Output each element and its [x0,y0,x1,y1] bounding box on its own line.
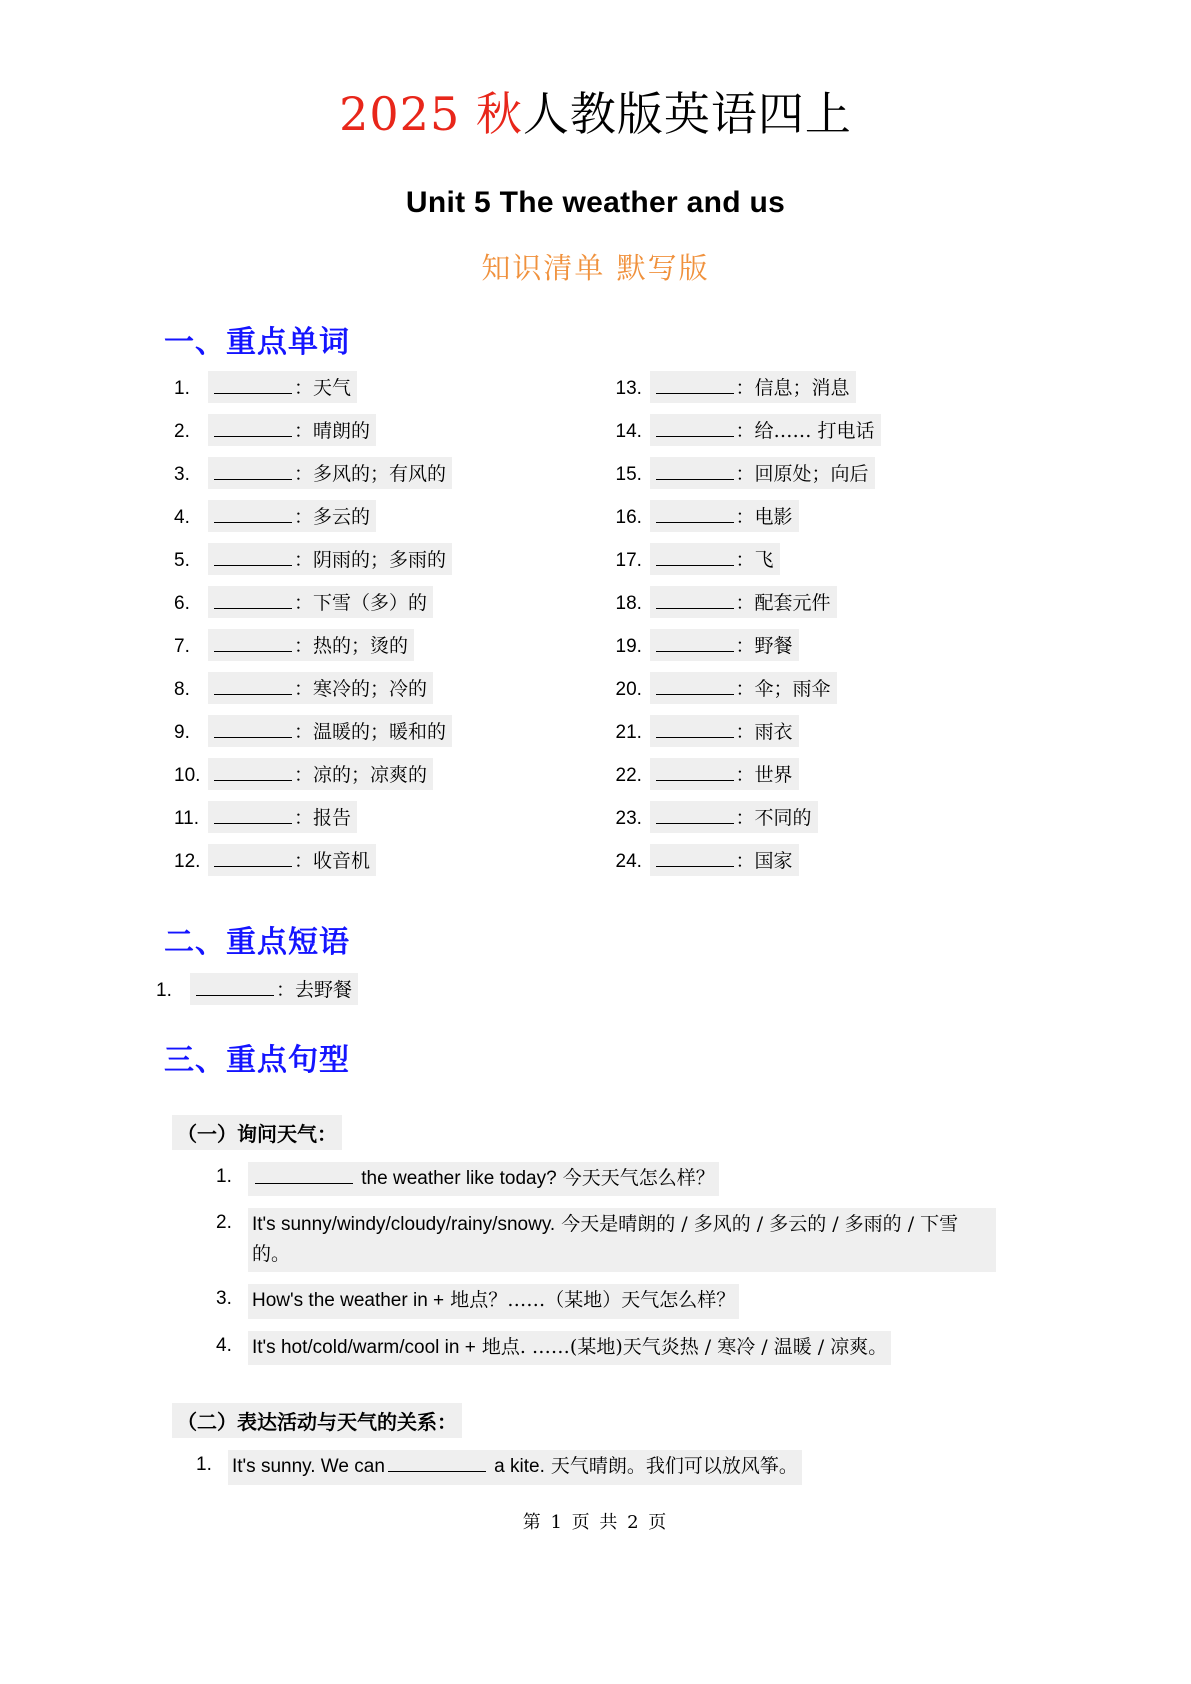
word-row [174,629,596,661]
answer-blank[interactable] [214,765,292,781]
word-entry [650,500,799,532]
word-entry [208,801,357,833]
word-number: 12. [174,851,201,872]
word-entry [650,758,799,790]
answer-blank[interactable] [656,679,734,695]
sentence-english: It's sunny/windy/cloudy/rainy/snowy. [252,1214,556,1236]
word-column-right [596,371,1108,887]
word-entry [208,500,376,532]
word-number: 20. [615,679,642,700]
word-number: 22. [615,765,642,786]
phrase-number: 1. [156,980,172,1001]
sentence-list [216,1162,1107,1365]
word-row [174,844,596,876]
word-meaning: ：阴雨的；多雨的 [294,549,447,571]
phrase-entry [190,973,358,1005]
word-entry [650,543,780,575]
word-entry [208,457,452,489]
word-row [174,715,596,747]
word-number: 11. [174,808,200,829]
word-meaning: ：多风的；有风的 [294,463,447,485]
word-meaning: ：配套元件 [735,592,831,614]
answer-blank[interactable] [214,851,292,867]
word-entry [650,371,856,403]
sentence-row [216,1208,1107,1272]
answer-blank[interactable] [388,1456,486,1472]
word-number: 14. [615,421,642,442]
sentence-row [196,1450,1107,1484]
sentence-number: 1. [196,1454,212,1476]
word-meaning: ：天气 [294,377,352,399]
word-number: 2. [174,421,190,442]
word-number: 19. [615,636,642,657]
word-row [616,715,1108,747]
word-meaning: ：寒冷的；冷的 [294,678,428,700]
answer-blank[interactable] [656,550,734,566]
document-subtitle: 知识清单 默写版 [481,251,710,285]
word-entry [650,457,875,489]
word-entry [650,801,818,833]
word-entry [208,629,414,661]
word-row [616,801,1108,833]
sentence-body [248,1162,719,1196]
word-row [616,629,1108,661]
sentence-chinese: 天气晴朗。我们可以放风筝。 [544,1455,798,1478]
word-row [616,500,1108,532]
word-row [616,371,1108,403]
word-row [174,543,596,575]
word-meaning: ：下雪（多）的 [294,592,428,614]
word-entry [208,543,452,575]
word-meaning: ：伞；雨伞 [735,678,831,700]
answer-blank[interactable] [214,636,292,652]
answer-blank[interactable] [214,378,292,394]
word-meaning: ：国家 [735,850,793,872]
answer-blank[interactable] [214,808,292,824]
word-meaning: ：给…… 打电话 [735,420,875,442]
word-entry [208,758,433,790]
sentence-group-1 [84,1089,1107,1365]
sentence-list [196,1450,1107,1484]
sentence-group-heading: （二）表达活动与天气的关系： [172,1403,462,1438]
page-footer: 第 1 页 共 2 页 [522,1512,669,1533]
page-title [84,78,1107,144]
word-entry [208,371,357,403]
section-heading-sentences: 三、重点句型 [164,1043,350,1078]
word-meaning: ：报告 [294,807,352,829]
sentence-chinese: 今天天气怎么样？ [556,1167,715,1189]
word-row [174,758,596,790]
word-row [174,414,596,446]
answer-blank[interactable] [656,722,734,738]
word-entry [650,844,799,876]
word-row [174,457,596,489]
answer-blank[interactable] [656,765,734,781]
word-row [616,672,1108,704]
phrase-meaning: ：去野餐 [276,979,353,1001]
word-number: 1. [174,378,190,399]
word-entry [650,629,799,661]
word-number: 17. [615,550,642,571]
sentence-chinese: 地点？……（某地）天气怎么样？ [444,1289,736,1312]
answer-blank[interactable] [214,464,292,480]
word-meaning: ：凉的；凉爽的 [294,764,428,786]
word-number: 16. [615,507,642,528]
answer-blank[interactable] [214,593,292,609]
word-entry [208,414,376,446]
word-meaning: ：多云的 [294,506,371,528]
sentence-english: the weather like today? [356,1168,557,1189]
sentence-row [216,1331,1107,1365]
word-number: 5. [174,550,190,571]
sentence-number: 2. [216,1212,232,1234]
answer-blank[interactable] [656,808,734,824]
answer-blank[interactable] [214,679,292,695]
word-entry [208,586,433,618]
word-row [174,371,596,403]
answer-blank[interactable] [656,464,734,480]
word-row [616,844,1108,876]
word-number: 23. [615,808,642,829]
word-meaning: ：飞 [735,549,774,571]
sentence-group-heading: （一）询问天气： [172,1115,342,1150]
word-meaning: ：晴朗的 [294,420,371,442]
word-meaning: ：不同的 [735,807,812,829]
word-row [616,586,1108,618]
word-entry [208,844,376,876]
sentence-body [248,1208,996,1272]
word-entry [650,586,837,618]
sentence-chinese: 今天是晴朗的 / 多风的 / 多云的 / 多雨的 / 下雪的。 [252,1213,959,1265]
word-number: 13. [615,378,642,399]
sentence-number: 3. [216,1288,232,1310]
sentence-number: 4. [216,1334,232,1356]
page-title-year: 2025 秋 [339,87,523,141]
answer-blank[interactable] [214,722,292,738]
word-number: 6. [174,593,190,614]
word-entry [208,715,452,747]
word-row [174,672,596,704]
word-meaning: ：野餐 [735,635,793,657]
word-entry [650,715,799,747]
word-meaning: ：世界 [735,764,793,786]
word-row [174,801,596,833]
answer-blank[interactable] [656,636,734,652]
sentence-body [248,1331,891,1365]
sentence-english: How's the weather in + [252,1290,445,1312]
word-meaning: ：温暖的；暖和的 [294,721,447,743]
unit-title: Unit 5 The weather and us [405,186,786,219]
word-meaning: ：热的；烫的 [294,635,409,657]
section-heading-words: 一、重点单词 [164,325,350,360]
sentence-number: 1. [216,1166,232,1187]
word-row [616,543,1108,575]
sentence-english: It's sunny. We can [232,1456,385,1478]
word-number: 3. [174,464,190,485]
sentence-row [216,1162,1107,1196]
word-meaning: ：信息；消息 [735,377,850,399]
answer-blank[interactable] [656,421,734,437]
answer-blank[interactable] [214,507,292,523]
word-number: 4. [174,507,190,528]
sentence-body [248,1284,739,1318]
sentence-body [228,1450,802,1484]
word-entry [650,414,881,446]
answer-blank[interactable] [214,550,292,566]
word-number: 7. [174,636,190,657]
word-number: 10. [174,765,201,786]
word-entry [208,672,433,704]
word-number: 9. [174,722,190,743]
answer-blank[interactable] [656,378,734,394]
word-meaning: ：收音机 [294,850,371,872]
word-meaning: ：电影 [735,506,793,528]
word-list [84,371,1107,887]
page-title-edition: 人教版英语四上 [522,87,852,141]
sentence-english-tail: a kite. [488,1456,545,1478]
section-heading-phrases: 二、重点短语 [164,925,350,960]
word-row [616,758,1108,790]
word-column-left [84,371,596,887]
answer-blank[interactable] [196,980,274,996]
answer-blank[interactable] [255,1168,353,1184]
word-row [174,586,596,618]
word-row [174,500,596,532]
phrase-row [156,973,1107,1005]
answer-blank[interactable] [656,507,734,523]
sentence-chinese: 地点. ……(某地)天气炎热 / 寒冷 / 温暖 / 凉爽。 [475,1335,888,1358]
word-entry [650,672,837,704]
word-number: 8. [174,679,190,700]
word-meaning: ：雨衣 [735,721,793,743]
sentence-english: It's hot/cold/warm/cool in + [252,1336,476,1358]
answer-blank[interactable] [656,851,734,867]
word-number: 24. [615,851,642,872]
word-number: 15. [615,464,642,485]
word-row [616,414,1108,446]
answer-blank[interactable] [656,593,734,609]
answer-blank[interactable] [214,421,292,437]
word-meaning: ：回原处；向后 [735,463,869,485]
sentence-row [216,1284,1107,1318]
word-number: 18. [615,593,642,614]
word-row [616,457,1108,489]
sentence-group-2 [84,1377,1107,1484]
word-number: 21. [615,722,642,743]
